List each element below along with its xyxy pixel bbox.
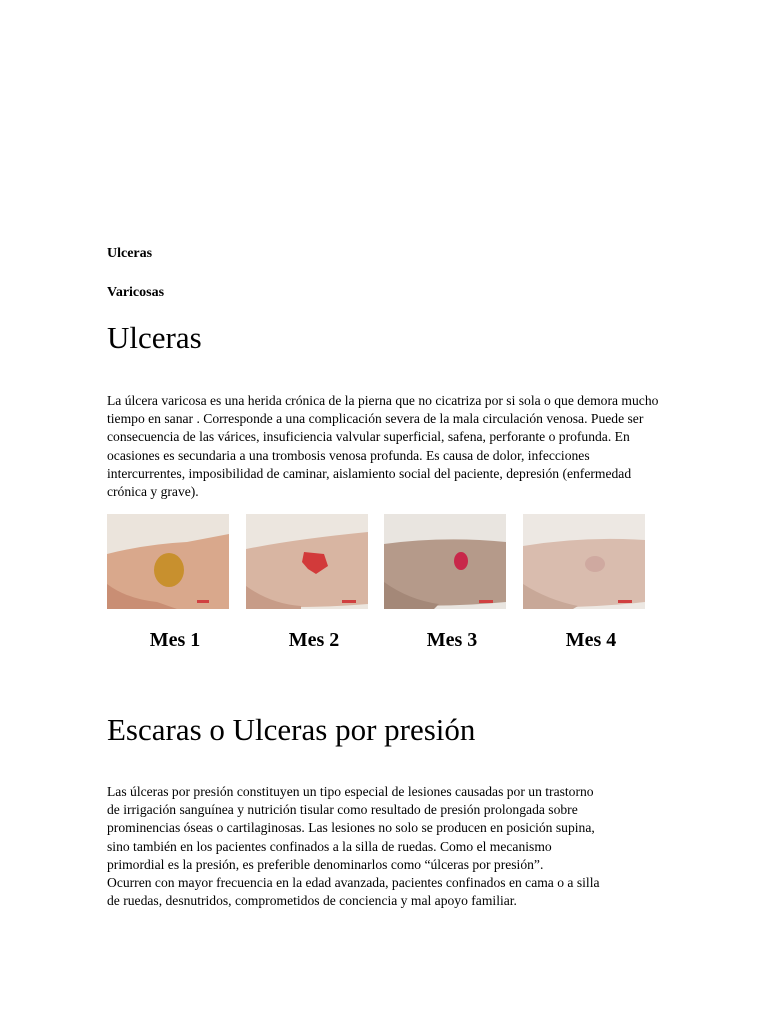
photo-month-1 [107,514,229,609]
paragraph-line: Ocurren con mayor frecuencia en la edad avanzada, pacientes confinados en cama o a silla [107,875,600,891]
header-line-1: Ulceras [107,246,153,261]
paragraph-line: de ruedas, desnutridos, comprometidos de conciencia y mal apoyo familiar. [107,893,517,909]
section-paragraph-ulceras: La úlcera varicosa es una herida crónica de la pierna que no cicatriza por si sola o que demora mucho tiempo en sanar . Corresponde a una complicación severa de la mala circulación venosa. Puede ser consecuencia de las várices, insuficiencia valvular superficial, safena, perforante o profunda. En ocasiones es secundaria a una trombosis venosa profunda. Es causa de dolor, infecciones intercurrentes, imposibilidad de caminar, aislamiento social del paciente, depresión (enfermedad crónica y grave). [107,393,659,500]
caption-month-3: Mes 3 [426,629,478,651]
caption-month-1: Mes 1 [149,629,201,651]
caption-month-4: Mes 4 [565,629,617,651]
paragraph-line: prominencias óseas o cartilaginosas. Las lesiones no solo se producen en posición supina, [107,820,595,836]
paragraph-line: de irrigación sanguínea y nutrición tisular como resultado de presión prolongada sobre [107,802,578,818]
photo-month-4 [523,514,645,609]
header-line-2: Varicosas [107,285,165,300]
section-title-ulceras: Ulceras [107,320,202,355]
paragraph-line: primordial es la presión, es preferible denominarlos como “úlceras por presión”. [107,856,544,872]
photo-month-2 [246,514,368,609]
paragraph-line: sino también en los pacientes confinados a la silla de ruedas. Como el mecanismo [107,838,552,854]
section-title-escaras: Escaras o Ulceras por presión [107,712,476,747]
caption-month-2: Mes 2 [288,629,340,651]
photo-gallery [107,514,647,609]
wound-mark [154,553,184,587]
paragraph-line: Las úlceras por presión constituyen un tipo especial de lesiones causadas por un trastorno [107,784,594,799]
photo-month-3 [384,514,506,609]
section-paragraph-escaras [107,783,667,910]
